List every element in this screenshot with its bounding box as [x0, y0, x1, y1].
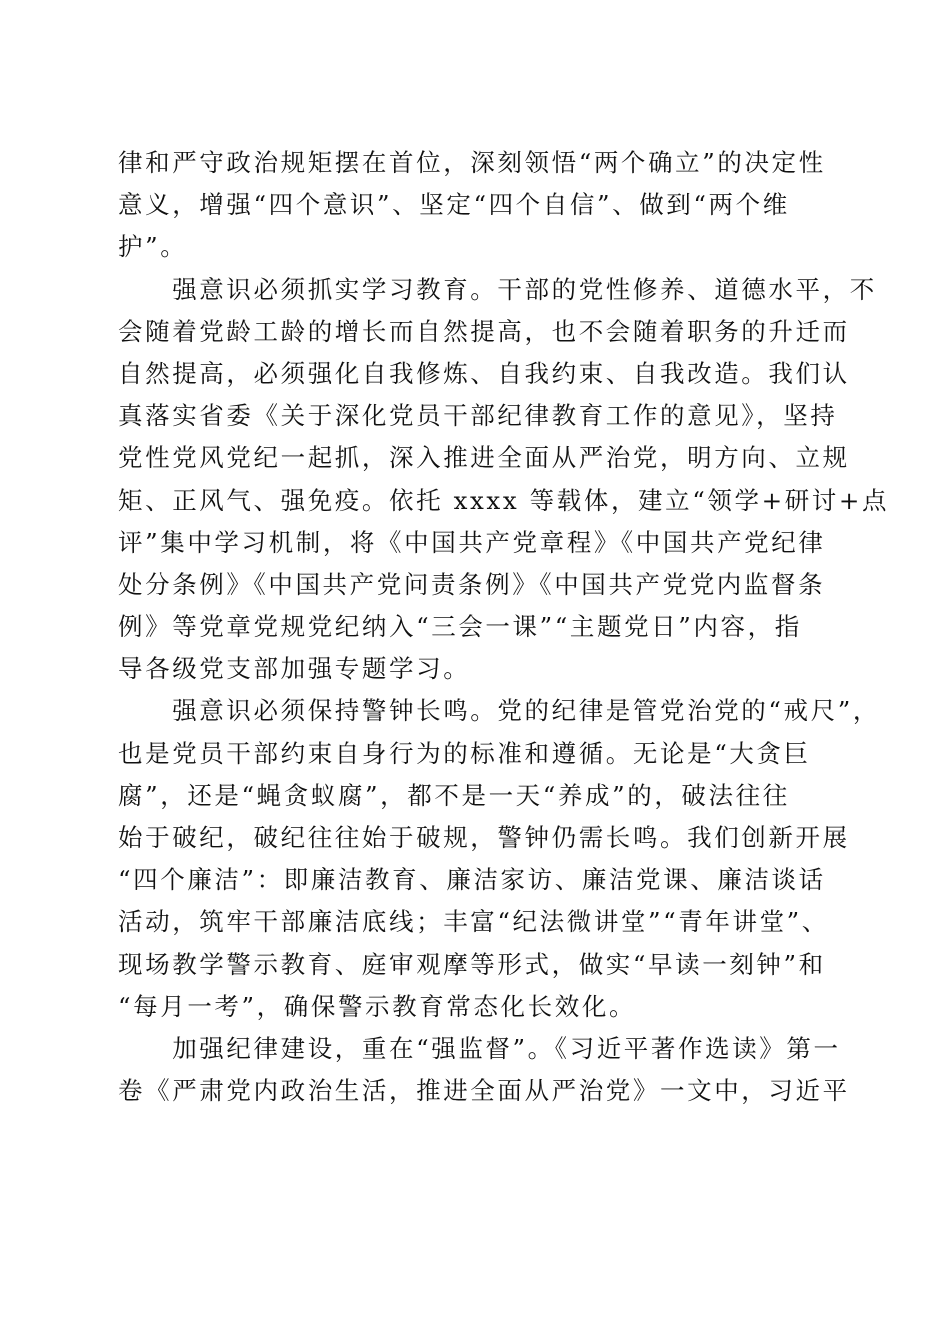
text-line: 加强纪律建设，重在“强监督”。《习近平著作选读》第一: [118, 1033, 841, 1063]
text-line: 自然提高，必须强化自我修炼、自我约束、自我改造。我们认: [118, 358, 850, 388]
text-line: 矩、正风气、强免疫。依托 xxxx 等载体，建立“领学+研讨+点: [118, 485, 890, 515]
text-line: 现场教学警示教育、庭审观摩等形式，做实“早读一刻钟”和: [118, 949, 826, 979]
text-line: 真落实省委《关于深化党员干部纪律教育工作的意见》，坚持: [118, 401, 838, 431]
text-line: 意义，增强“四个意识”、坚定“四个自信”、做到“两个维: [118, 190, 790, 220]
text-line: 导各级党支部加强专题学习。: [118, 654, 471, 684]
text-line: 强意识必须保持警钟长鸣。党的纪律是管党治党的“戒尺”，: [118, 696, 880, 726]
text-line: 也是党员干部约束自身行为的标准和遵循。无论是“大贪巨: [118, 738, 811, 768]
text-line: “每月一考”，确保警示教育常态化长效化。: [118, 991, 637, 1021]
text-line: 评”集中学习机制，将《中国共产党章程》《中国共产党纪律: [118, 527, 826, 557]
text-line: 护”。: [118, 232, 188, 262]
text-line: 会随着党龄工龄的增长而自然提高，也不会随着职务的升迁而: [118, 316, 850, 346]
document-body: [118, 142, 890, 1112]
text-line: 强意识必须抓实学习教育。干部的党性修养、道德水平，不: [118, 274, 877, 304]
text-line: 卷《严肃党内政治生活，推进全面从严治党》一文中，习近平: [118, 1076, 850, 1106]
text-line: 律和严守政治规矩摆在首位，深刻领悟“两个确立”的决定性: [118, 148, 826, 177]
text-line: 腐”，还是“蝇贪蚁腐”，都不是一天“养成”的，破法往往: [118, 780, 790, 810]
text-line: 党性党风党纪一起抓，深入推进全面从严治党，明方向、立规: [118, 443, 850, 473]
text-line: 始于破纪，破纪往往始于破规，警钟仍需长鸣。我们创新开展: [118, 823, 850, 852]
text-line: “四个廉洁”：即廉洁教育、廉洁家访、廉洁党课、廉洁谈话: [118, 865, 826, 895]
text-line: 例》等党章党规党纪纳入“三会一课”“主题党日”内容，指: [118, 612, 802, 642]
text-line: 处分条例》《中国共产党问责条例》《中国共产党党内监督条: [118, 569, 826, 599]
text-line: 活动，筑牢干部廉洁底线；丰富“纪法微讲堂”“青年讲堂”、: [118, 907, 829, 937]
